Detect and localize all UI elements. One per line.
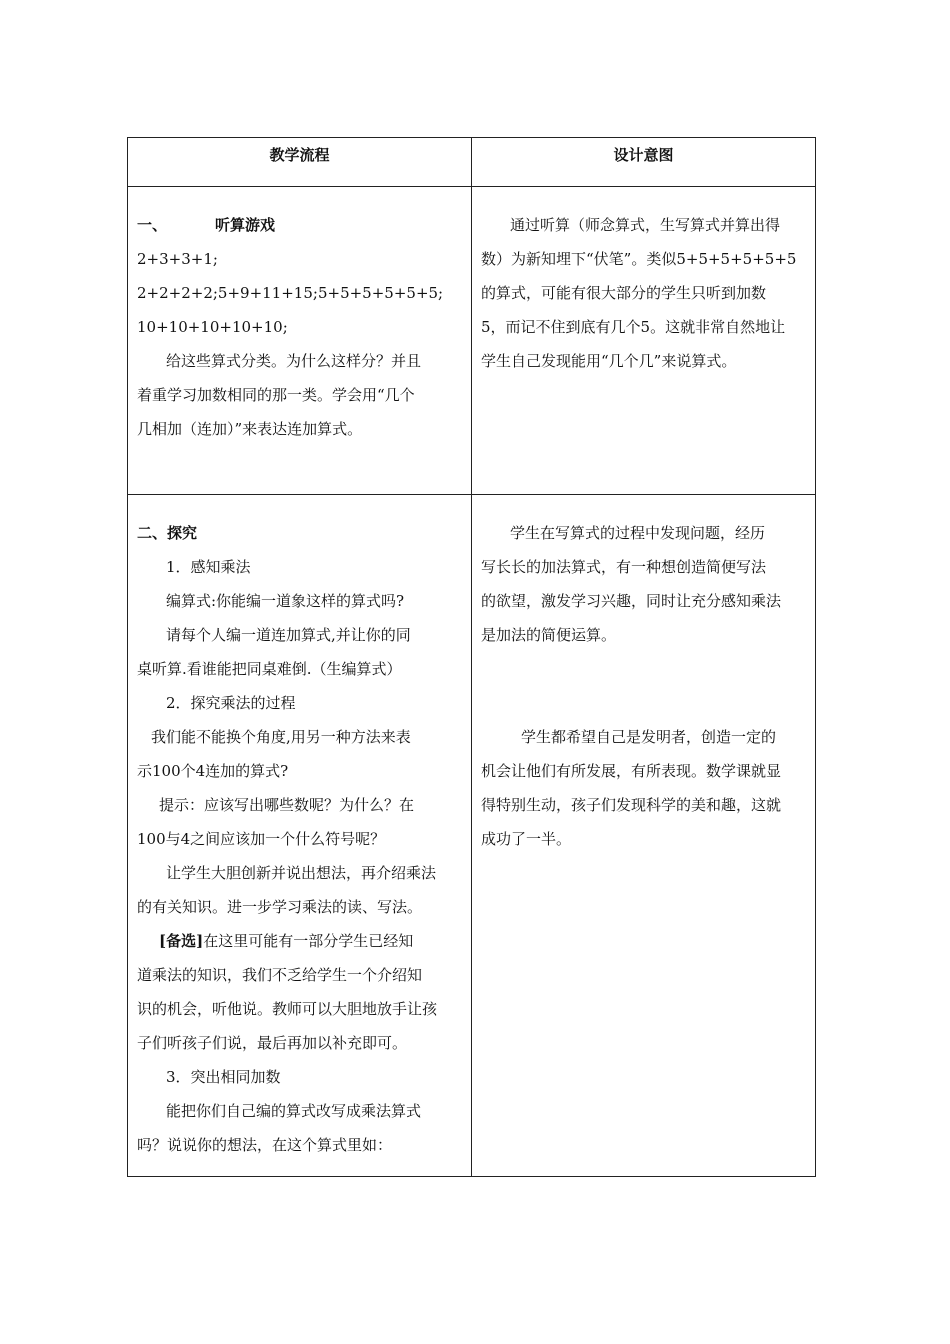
section2-line: 子们听孩子们说，最后再加以补充即可。 (137, 1034, 408, 1052)
section2-line: 吗？说说你的想法，在这个算式里如： (137, 1136, 393, 1154)
section2-intent-line: 学生在写算式的过程中发现问题，经历 (510, 524, 766, 542)
section2-line: 我们能不能换个角度,用另一种方法来表 (151, 728, 411, 746)
section1-line: 10+10+10+10+10; (137, 318, 288, 336)
lesson-table (127, 137, 816, 1177)
section2-process-cell (128, 495, 472, 1177)
section2-subheading: 3．突出相同加数 (166, 1068, 281, 1086)
section2-line: 的有关知识。进一步学习乘法的读、写法。 (137, 898, 423, 916)
section2-line: 示100个4连加的算式? (137, 762, 289, 780)
section1-process-cell (128, 187, 472, 495)
section2-intent-line: 学生都希望自己是发明者，创造一定的 (521, 728, 777, 746)
section2-intent-line: 是加法的简便运算。 (481, 626, 617, 644)
section1-intent-line: 学生自己发现能用“几个几”来说算式。 (481, 352, 737, 370)
section2-line: [备选]在这里可能有一部分学生已经知 (159, 932, 414, 950)
section2-line: 提示：应该写出哪些数呢？为什么？在 (159, 796, 415, 814)
table-row (128, 187, 816, 495)
section2-subheading: 2．探究乘法的过程 (166, 694, 296, 712)
section2-line: 100与4之间应该加一个什么符号呢？ (137, 830, 386, 848)
section1-line: 2+2+2+2;5+9+11+15;5+5+5+5+5+5; (137, 284, 444, 302)
section1-heading: 一、 听算游戏 (137, 216, 276, 234)
section2-line: 能把你们自己编的算式改写成乘法算式 (166, 1102, 422, 1120)
spacer (481, 652, 805, 720)
section2-intent-line: 写长长的加法算式，有一种想创造简便写法 (481, 558, 767, 576)
section1-intent-line: 的算式，可能有很大部分的学生只听到加数 (481, 284, 767, 302)
section1-intent-line: 5，而记不住到底有几个5。这就非常自然地让 (481, 318, 786, 336)
section2-line: 识的机会，听他说。教师可以大胆地放手让孩 (137, 1000, 438, 1018)
section2-intent-line: 成功了一半。 (481, 830, 572, 848)
section1-line: 几相加（连加）”来表达连加算式。 (137, 420, 363, 438)
section2-line: 道乘法的知识，我们不乏给学生一个介绍知 (137, 966, 423, 984)
section2-line: 编算式:你能编一道象这样的算式吗? (166, 592, 405, 610)
header-teaching-process: 教学流程 (128, 138, 472, 187)
section2-line: 让学生大胆创新并说出想法，再介绍乘法 (166, 864, 437, 882)
section1-intent-line: 通过听算（师念算式，生写算式并算出得 (510, 216, 781, 234)
section2-intent-line: 机会让他们有所发展，有所表现。数学课就显 (481, 762, 782, 780)
section1-intent-cell (472, 187, 816, 495)
optional-tag: [备选] (159, 932, 204, 950)
section1-line: 2+3+3+1; (137, 250, 218, 268)
table-header-row (128, 138, 816, 187)
section2-intent-line: 得特别生动，孩子们发现科学的美和趣，这就 (481, 796, 782, 814)
table-row (128, 495, 816, 1177)
section2-heading: 二、探究 (137, 524, 198, 542)
section2-subheading: 1．感知乘法 (166, 558, 251, 576)
section2-line: 请每个人编一道连加算式,并让你的同 (166, 626, 411, 644)
section2-intent-cell (472, 495, 816, 1177)
header-design-intent: 设计意图 (472, 138, 816, 187)
section1-intent-line: 数）为新知埋下“伏笔”。类似5+5+5+5+5+5 (481, 250, 797, 268)
section1-line: 给这些算式分类。为什么这样分？并且 (166, 352, 422, 370)
section2-intent-line: 的欲望，激发学习兴趣，同时让充分感知乘法 (481, 592, 782, 610)
section2-line: 桌听算.看谁能把同桌难倒.（生编算式） (137, 660, 402, 678)
section1-line: 着重学习加数相同的那一类。学会用“几个 (137, 386, 415, 404)
